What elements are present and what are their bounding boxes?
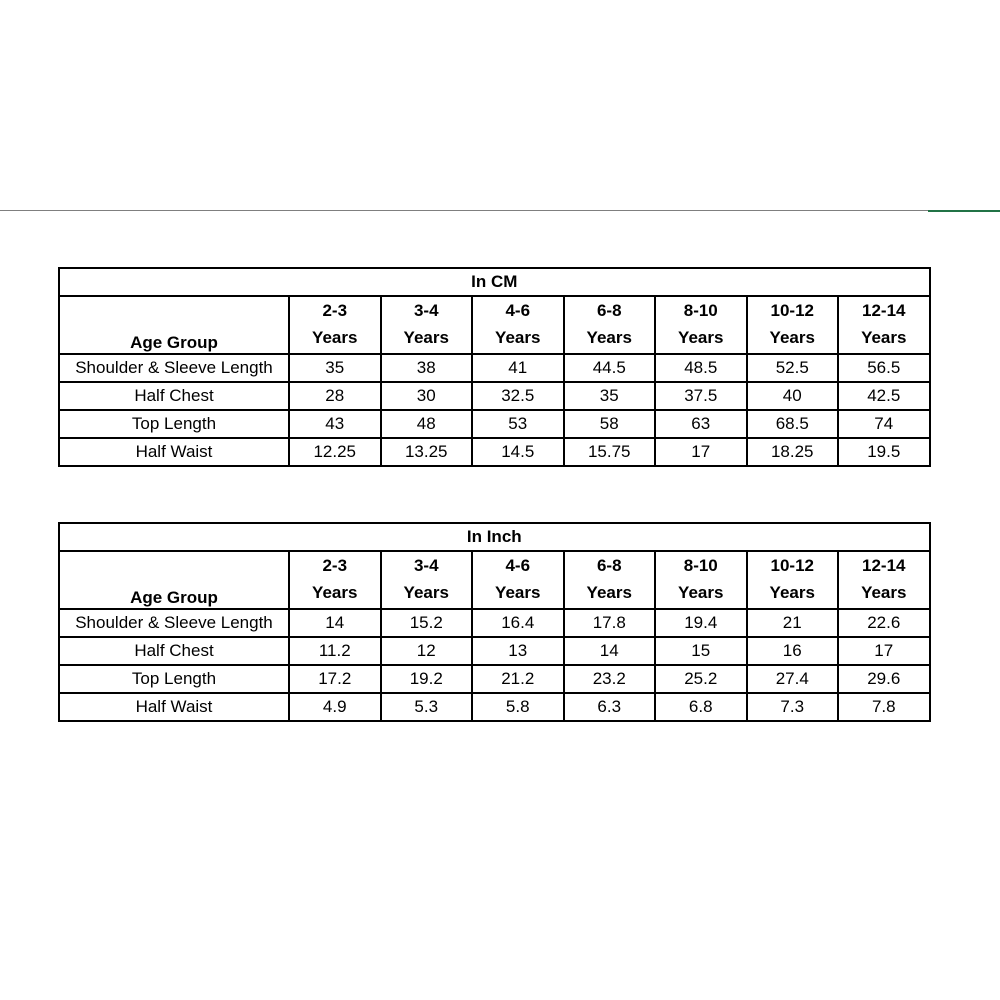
value-cell: 21 bbox=[747, 609, 839, 637]
value-cell: 14 bbox=[289, 609, 381, 637]
value-cell: 25.2 bbox=[655, 665, 747, 693]
table-row bbox=[59, 438, 930, 466]
value-cell: 5.8 bbox=[472, 693, 564, 721]
row-label: Shoulder & Sleeve Length bbox=[59, 354, 289, 382]
row-label: Half Chest bbox=[59, 637, 289, 665]
value-cell: 35 bbox=[289, 354, 381, 382]
value-cell: 17 bbox=[838, 637, 930, 665]
value-cell: 13 bbox=[472, 637, 564, 665]
value-cell: 74 bbox=[838, 410, 930, 438]
value-cell: 15.2 bbox=[381, 609, 473, 637]
value-cell: 43 bbox=[289, 410, 381, 438]
value-cell: 27.4 bbox=[747, 665, 839, 693]
value-cell: 15 bbox=[655, 637, 747, 665]
value-cell: 38 bbox=[381, 354, 473, 382]
age-header: 3-4 Years bbox=[381, 296, 473, 354]
value-cell: 16.4 bbox=[472, 609, 564, 637]
value-cell: 56.5 bbox=[838, 354, 930, 382]
table-row bbox=[59, 382, 930, 410]
age-header: 12-14 Years bbox=[838, 551, 930, 609]
age-header: 10-12 Years bbox=[747, 551, 839, 609]
value-cell: 29.6 bbox=[838, 665, 930, 693]
value-cell: 15.75 bbox=[564, 438, 656, 466]
age-header: 8-10 Years bbox=[655, 551, 747, 609]
table-row bbox=[59, 410, 930, 438]
value-cell: 22.6 bbox=[838, 609, 930, 637]
value-cell: 13.25 bbox=[381, 438, 473, 466]
value-cell: 37.5 bbox=[655, 382, 747, 410]
row-label: Half Waist bbox=[59, 693, 289, 721]
table-row bbox=[59, 609, 930, 637]
value-cell: 14.5 bbox=[472, 438, 564, 466]
value-cell: 11.2 bbox=[289, 637, 381, 665]
value-cell: 32.5 bbox=[472, 382, 564, 410]
age-header: 3-4 Years bbox=[381, 551, 473, 609]
selected-cell-accent bbox=[928, 210, 1000, 212]
value-cell: 19.4 bbox=[655, 609, 747, 637]
value-cell: 17 bbox=[655, 438, 747, 466]
value-cell: 48.5 bbox=[655, 354, 747, 382]
table-title: In CM bbox=[59, 268, 930, 296]
row-label: Half Waist bbox=[59, 438, 289, 466]
value-cell: 17.2 bbox=[289, 665, 381, 693]
size-chart-inch-table bbox=[58, 522, 931, 722]
value-cell: 7.8 bbox=[838, 693, 930, 721]
value-cell: 17.8 bbox=[564, 609, 656, 637]
age-group-header: Age Group bbox=[59, 296, 289, 354]
row-label: Shoulder & Sleeve Length bbox=[59, 609, 289, 637]
value-cell: 19.2 bbox=[381, 665, 473, 693]
row-label: Half Chest bbox=[59, 382, 289, 410]
value-cell: 58 bbox=[564, 410, 656, 438]
value-cell: 6.8 bbox=[655, 693, 747, 721]
value-cell: 4.9 bbox=[289, 693, 381, 721]
value-cell: 40 bbox=[747, 382, 839, 410]
age-group-header: Age Group bbox=[59, 551, 289, 609]
value-cell: 21.2 bbox=[472, 665, 564, 693]
table-row bbox=[59, 637, 930, 665]
table-row bbox=[59, 665, 930, 693]
value-cell: 53 bbox=[472, 410, 564, 438]
value-cell: 28 bbox=[289, 382, 381, 410]
value-cell: 12.25 bbox=[289, 438, 381, 466]
value-cell: 16 bbox=[747, 637, 839, 665]
table-title: In Inch bbox=[59, 523, 930, 551]
value-cell: 18.25 bbox=[747, 438, 839, 466]
value-cell: 12 bbox=[381, 637, 473, 665]
value-cell: 6.3 bbox=[564, 693, 656, 721]
value-cell: 5.3 bbox=[381, 693, 473, 721]
sheet-grid-rule bbox=[0, 210, 928, 211]
size-chart-cm-table bbox=[58, 267, 931, 467]
table-row bbox=[59, 693, 930, 721]
row-label: Top Length bbox=[59, 410, 289, 438]
header-row bbox=[59, 296, 930, 354]
row-label: Top Length bbox=[59, 665, 289, 693]
table-row bbox=[59, 354, 930, 382]
age-header: 10-12 Years bbox=[747, 296, 839, 354]
table-title-row bbox=[59, 268, 930, 296]
value-cell: 35 bbox=[564, 382, 656, 410]
value-cell: 63 bbox=[655, 410, 747, 438]
age-header: 12-14 Years bbox=[838, 296, 930, 354]
value-cell: 68.5 bbox=[747, 410, 839, 438]
value-cell: 19.5 bbox=[838, 438, 930, 466]
value-cell: 48 bbox=[381, 410, 473, 438]
age-header: 2-3 Years bbox=[289, 296, 381, 354]
value-cell: 14 bbox=[564, 637, 656, 665]
header-row bbox=[59, 551, 930, 609]
table-title-row bbox=[59, 523, 930, 551]
value-cell: 42.5 bbox=[838, 382, 930, 410]
value-cell: 44.5 bbox=[564, 354, 656, 382]
age-header: 6-8 Years bbox=[564, 296, 656, 354]
value-cell: 41 bbox=[472, 354, 564, 382]
value-cell: 7.3 bbox=[747, 693, 839, 721]
age-header: 8-10 Years bbox=[655, 296, 747, 354]
age-header: 2-3 Years bbox=[289, 551, 381, 609]
value-cell: 23.2 bbox=[564, 665, 656, 693]
age-header: 4-6 Years bbox=[472, 296, 564, 354]
value-cell: 52.5 bbox=[747, 354, 839, 382]
value-cell: 30 bbox=[381, 382, 473, 410]
age-header: 4-6 Years bbox=[472, 551, 564, 609]
age-header: 6-8 Years bbox=[564, 551, 656, 609]
